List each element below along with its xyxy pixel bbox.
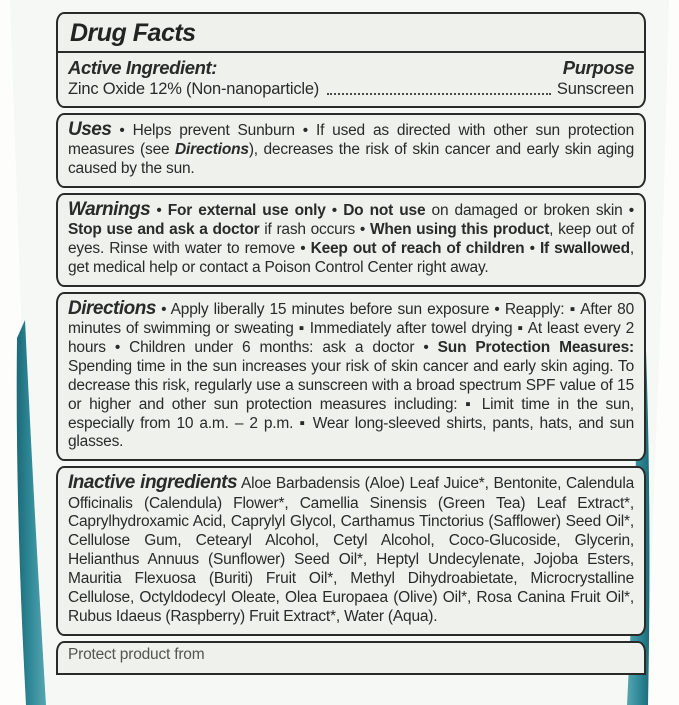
uses-section (56, 113, 646, 188)
title-divider (58, 51, 644, 53)
uses-text: Uses • Helps prevent Sunburn • If used as directed with other sun protection measures (see Directions), decreases the risk of skin cancer and early skin aging caused by the sun. (68, 119, 634, 178)
drug-facts-header-box (56, 12, 646, 108)
inactive-ingredients-text: Inactive ingredients Aloe Barbadensis (Aloe) Leaf Juice*, Bentonite, Calendula Officinalis (Calendula) Flower*, Camellia Sinensis (Green Tea) Leaf Extract*, Caprylhydroxamic Acid, Caprylyl Glycol, Carthamus Tinctorius (Safflower) Seed Oil*, Cellulose Gum, Cetearyl Alcohol, Cetyl Alcohol, Coco-Glucoside, Glycerin, Helianthus Annuus (Sunflower) Seed Oil*, Heptyl Undecylenate, Jojoba Esters, Mauritia Flexuosa (Buriti) Fruit Oil*, Methyl Dihydroabietate, Microcrystalline Cellulose, Octyldodecyl Oleate, Olea Europaea (Olive) Oil*, Rosa Canina Fruit Oil*, Rubus Idaeus (Raspberry) Fruit Extract*, Water (Aqua). (68, 472, 634, 625)
dotted-leader (327, 93, 551, 95)
inactive-ingredients-section (56, 466, 646, 636)
active-ingredient-heading: Active Ingredient: (68, 57, 218, 78)
directions-text: Directions • Apply liberally 15 minutes before sun exposure • Reapply: ▪ After 80 minutes of swimming or sweating ▪ Immediately after towel drying ▪ At least every 2 hours • Children under 6 months: ask a doctor • Sun Protection Measures: Spending time in the sun increases your risk of skin cancer and early skin aging. To decrease this risk, regularly use a sunscreen with a broad spectrum SPF value of 15 or higher and other sun protection measures including: ▪ Limit time in the sun, especially from 10 a.m. – 2 p.m. ▪ Wear long-sleeved shirts, pants, hats, and sun glasses. (68, 297, 634, 451)
warnings-section (56, 193, 646, 287)
warnings-text: Warnings • For external use only • Do not use on damaged or broken skin • Stop use and ask a doctor if rash occurs • When using this product, keep out of eyes. Rinse with water to remove • Keep out of reach of children • If swallowed, get medical help or contact a Poison Control Center right away. (68, 198, 634, 276)
active-ingredient-header-row (68, 57, 634, 79)
drug-facts-title: Drug Facts (70, 19, 196, 47)
next-section-fragment: Protect product from (68, 645, 205, 663)
active-ingredient-purpose: Sunscreen (556, 80, 634, 98)
directions-section (56, 292, 646, 462)
active-ingredient-name: Zinc Oxide 12% (Non-nanoparticle) (68, 80, 320, 98)
active-ingredient-row (68, 80, 634, 99)
purpose-heading: Purpose (562, 57, 634, 78)
next-section-cutoff-box (56, 641, 646, 675)
drug-facts-panel (56, 12, 646, 675)
